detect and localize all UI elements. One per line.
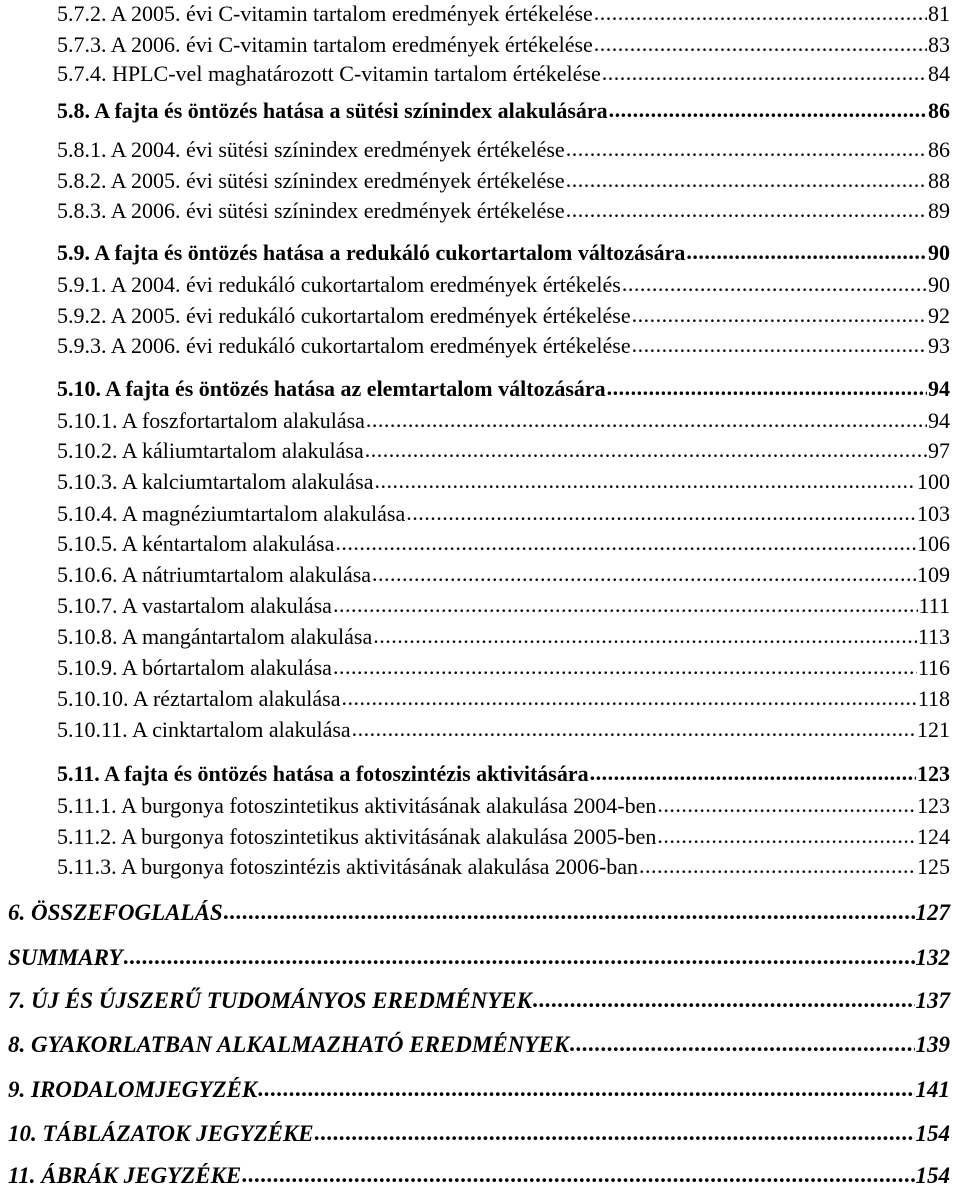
toc-entry-page: 88 [928,168,950,193]
toc-chapter-page: 127 [915,900,950,925]
toc-leader-dots [352,718,916,740]
toc-section-page: 90 [928,240,950,265]
toc-entry-page: 97 [928,438,950,463]
toc-entry-label: 5.11.2. A burgonya fotoszintetikus aktivitásának alakulása 2005-ben [57,824,657,849]
toc-chapter-page: 137 [915,988,950,1013]
toc-leader-dots [686,241,927,263]
toc-entry-label: 5.7.3. A 2006. évi C-vitamin tartalom eredmények értékelése [57,32,593,57]
toc-entry-label: 5.11.3. A burgonya fotoszintézis aktivitásának alakulása 2006-ban [57,854,639,879]
toc-leader-dots [374,470,916,492]
toc-entry-label: 5.10.10. A réztartalom alakulása [57,686,341,711]
toc-leader-dots [365,439,927,461]
toc-leader-dots [315,1121,915,1144]
toc-chapter [8,1078,950,1101]
toc-chapter-label: 7. ÚJ ÉS ÚJSZERŰ TUDOMÁNYOS EREDMÉNYEK [8,988,532,1013]
toc-entry-page: 103 [917,501,950,526]
toc-entry-page: 84 [928,61,950,86]
toc-entry-page: 121 [917,717,950,742]
toc-leader-dots [632,304,927,326]
toc-entry [57,826,950,848]
toc-entry-label: 5.9.2. A 2005. évi redukáló cukortartalom eredmények értékelése [57,303,631,328]
toc-leader-dots [258,1077,914,1100]
toc-leader-dots [622,273,927,295]
toc-chapter-label: 11. ÁBRÁK JEGYZÉKE [8,1163,242,1188]
toc-chapter-page: 154 [915,1163,950,1188]
toc-leader-dots [242,1163,914,1186]
toc-entry [57,3,950,25]
toc-chapter-page: 132 [915,945,950,970]
toc-chapter [8,1122,950,1145]
toc-entry [57,305,950,327]
toc-entry-page: 86 [928,137,950,162]
toc-entry-label: 5.10.4. A magnéziumtartalom alakulása [57,501,406,526]
toc-entry-label: 5.11.1. A burgonya fotoszintetikus aktivitásának alakulása 2004-ben [57,793,657,818]
toc-entry-page: 124 [917,824,950,849]
toc-entry-page: 111 [918,593,950,618]
toc-section-page: 123 [917,761,950,786]
toc-entry-label: 5.9.3. A 2006. évi redukáló cukortartalom eredmények értékelése [57,333,631,358]
toc-leader-dots [566,138,927,160]
toc-section [57,242,950,264]
toc-leader-dots [333,656,917,678]
toc-entry [57,856,950,878]
toc-chapter [8,946,950,969]
toc-entry [57,564,950,586]
toc-chapter [8,1033,950,1056]
toc-entry [57,200,950,222]
toc-leader-dots [566,169,927,191]
toc-chapter-page: 154 [915,1121,950,1146]
toc-leader-dots [566,199,927,221]
toc-leader-dots [372,563,916,585]
toc-entry-label: 5.7.2. A 2005. évi C-vitamin tartalom eredmények értékelése [57,1,593,26]
toc-section-label: 5.8. A fajta és öntözés hatása a sütési színindex alakulására [57,98,608,123]
toc-entry-label: 5.10.8. A mangántartalom alakulása [57,624,373,649]
toc-leader-dots [224,900,915,923]
toc-entry [57,719,950,741]
toc-chapter [8,901,950,924]
toc-entry-page: 93 [928,333,950,358]
toc-entry [57,595,950,617]
toc-entry-page: 109 [917,562,950,587]
toc-entry-page: 123 [917,793,950,818]
toc-section [57,378,950,400]
toc-chapter-label: 9. IRODALOMJEGYZÉK [8,1077,258,1102]
toc-entry-label: 5.10.3. A kalciumtartalom alakulása [57,469,374,494]
toc-section-page: 94 [928,376,950,401]
toc-entry-label: 5.10.1. A foszfortartalom alakulása [57,408,365,433]
toc-section-label: 5.9. A fajta és öntözés hatása a redukáló cukortartalom változására [57,240,686,265]
toc-entry [57,657,950,679]
toc-entry-page: 81 [928,1,950,26]
toc-entry [57,503,950,525]
toc-entry-page: 92 [928,303,950,328]
toc-leader-dots [124,945,915,968]
toc-entry-label: 5.8.3. A 2006. évi sütési színindex eredmények értékelése [57,198,565,223]
toc-leader-dots [406,502,916,524]
toc-entry-label: 5.8.1. A 2004. évi sütési színindex eredmények értékelése [57,137,565,162]
toc-leader-dots [657,825,916,847]
toc-chapter-page: 141 [915,1077,950,1102]
toc-leader-dots [333,594,918,616]
toc-entry [57,274,950,296]
toc-entry [57,170,950,192]
toc-entry-label: 5.8.2. A 2005. évi sütési színindex eredmények értékelése [57,168,565,193]
toc-entry-page: 125 [917,854,950,879]
toc-entry-page: 113 [917,624,950,649]
toc-leader-dots [366,409,927,431]
toc-leader-dots [607,377,927,399]
toc-leader-dots [639,855,916,877]
toc-leader-dots [335,532,916,554]
toc-chapter-label: 6. ÖSSZEFOGLALÁS [8,900,223,925]
toc-leader-dots [602,62,927,84]
toc-chapter-page: 139 [915,1032,950,1057]
toc-section-page: 86 [928,98,950,123]
toc-entry-page: 94 [928,408,950,433]
toc-entry-label: 5.10.2. A káliumtartalom alakulása [57,438,364,463]
toc-leader-dots [609,99,927,121]
toc-section-label: 5.10. A fajta és öntözés hatása az elemtartalom változására [57,376,606,401]
toc-chapter-label: 8. GYAKORLATBAN ALKALMAZHATÓ EREDMÉNYEK [8,1032,570,1057]
toc-chapter [8,1164,950,1187]
toc-entry-label: 5.10.5. A kéntartalom alakulása [57,531,335,556]
toc-entry [57,335,950,357]
toc-entry-page: 89 [928,198,950,223]
toc-leader-dots [594,33,927,55]
toc-leader-dots [373,625,917,647]
toc-chapter-label: SUMMARY [8,945,123,970]
toc-entry-page: 90 [928,272,950,297]
toc-entry [57,533,950,555]
toc-leader-dots [590,762,916,784]
toc-leader-dots [594,2,927,24]
toc-entry-page: 118 [917,686,950,711]
toc-entry-label: 5.7.4. HPLC-vel maghatározott C-vitamin tartalom értékelése [57,61,601,86]
toc-entry [57,688,950,710]
toc-section [57,100,950,122]
toc-entry-label: 5.10.7. A vastartalom alakulása [57,593,332,618]
toc-section [57,763,950,785]
toc-entry [57,471,950,493]
toc-entry [57,440,950,462]
toc-entry [57,795,950,817]
toc-entry-page: 116 [917,655,950,680]
toc-leader-dots [657,794,916,816]
toc-entry-page: 100 [917,469,950,494]
toc-entry [57,63,950,85]
toc-entry [57,626,950,648]
toc-leader-dots [632,334,927,356]
toc-leader-dots [341,687,916,709]
toc-entry [57,139,950,161]
toc-chapter-label: 10. TÁBLÁZATOK JEGYZÉKE [8,1121,314,1146]
toc-leader-dots [570,1032,914,1055]
toc-entry [57,410,950,432]
toc-entry-label: 5.9.1. A 2004. évi redukáló cukortartalom eredmények értékelés [57,272,621,297]
toc-entry-label: 5.10.11. A cinktartalom alakulása [57,717,351,742]
toc-entry-label: 5.10.9. A bórtartalom alakulása [57,655,332,680]
toc-section-label: 5.11. A fajta és öntözés hatása a fotoszintézis aktivitására [57,761,589,786]
toc-entry-page: 106 [917,531,950,556]
toc-entry-label: 5.10.6. A nátriumtartalom alakulása [57,562,372,587]
toc-entry [57,34,950,56]
toc-entry-page: 83 [928,32,950,57]
toc-chapter [8,989,950,1012]
toc-leader-dots [533,988,915,1011]
